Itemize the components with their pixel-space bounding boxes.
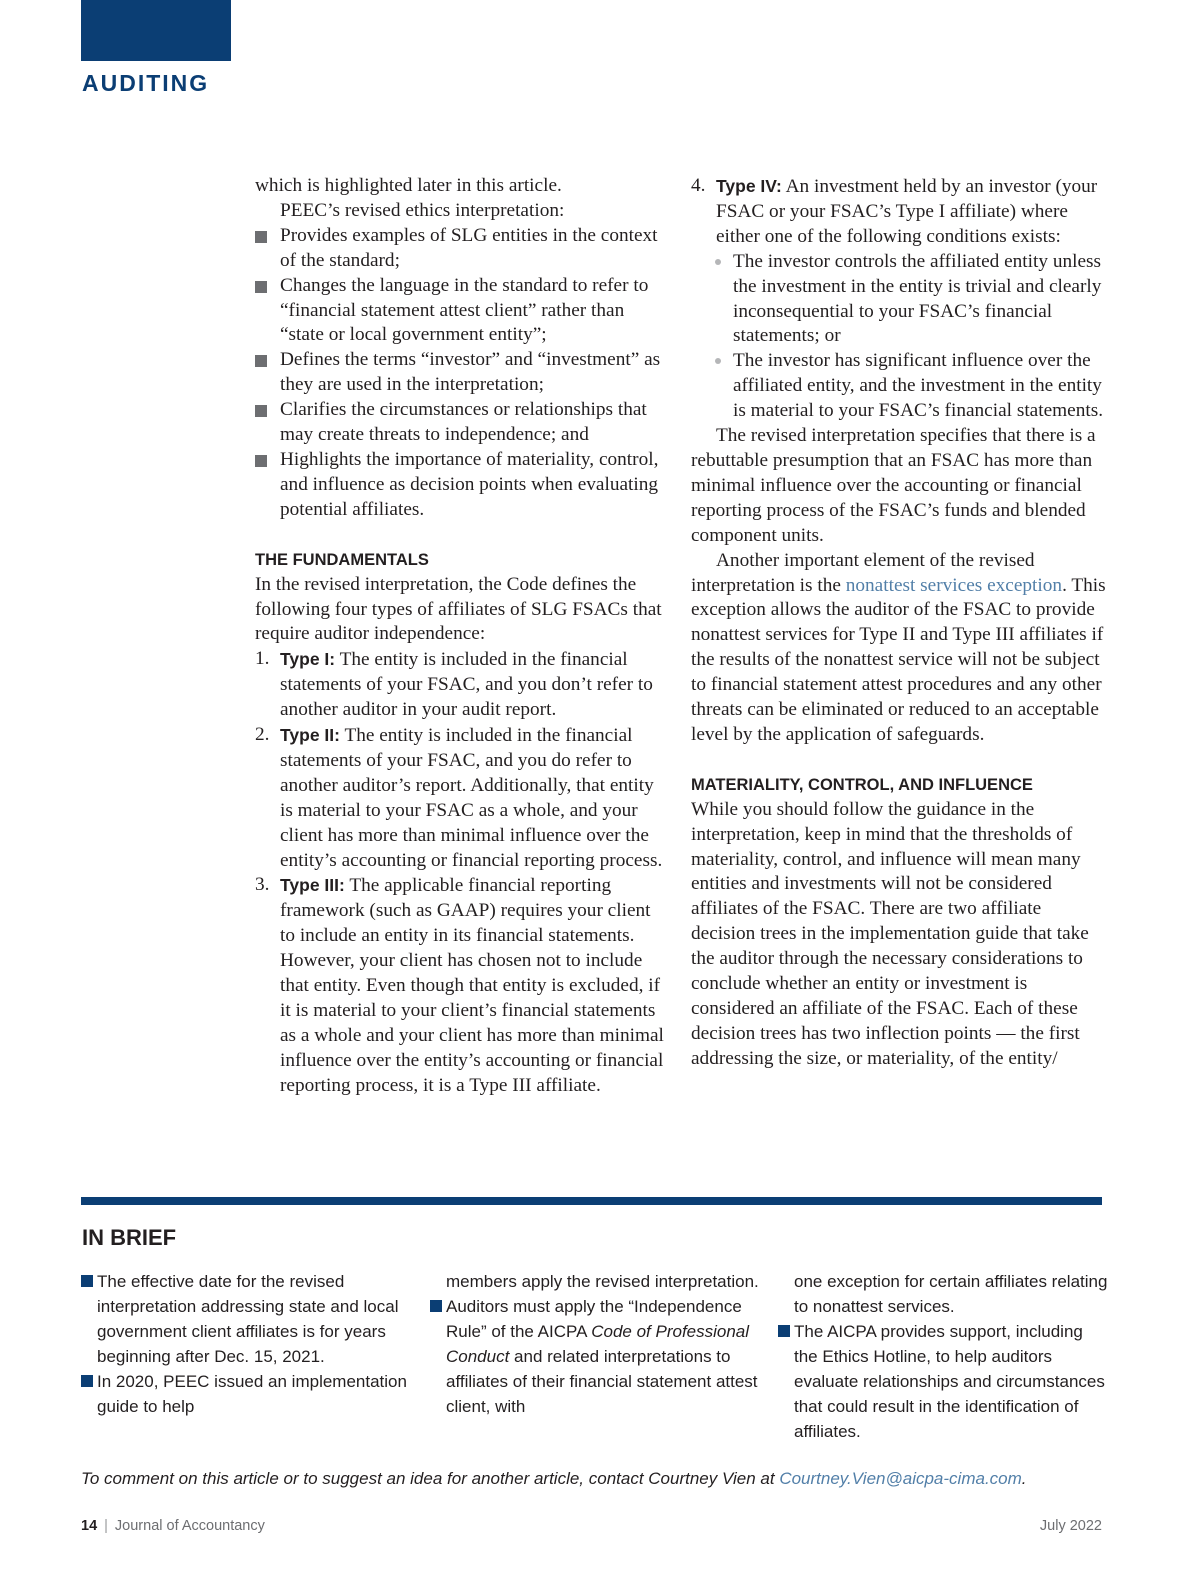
- materiality-paragraph: While you should follow the guidance in the interpretation, keep in mind that the thresholds of materiality, control, and influence will mean many entities and investments will not be considered affiliates of the FSAC. There are two affiliate decision trees in the implementation guide that take the auditor through the necessary considerations to conclude whether an entity or investment is considered an affiliate of the FSAC. Each of these decision trees has two inflection points — the first addressing the size, or materiality, of the entity/: [691, 798, 1089, 1069]
- brief-item: Auditors must apply the “Independence Rule” of the AICPA Code of Professional Conduct and related interpretations to affiliates of their financial statement attest client, with: [430, 1294, 760, 1419]
- presumption-paragraph: The revised interpretation specifies that there is a rebuttable presumption that an FSAC has more than minimal influence over the accounting or financial reporting process of the FSAC’s funds and blended component units.: [691, 425, 1096, 546]
- list-item: Clarifies the circumstances or relationships that may create threats to independence; and: [255, 398, 670, 448]
- brief-item-continued: members apply the revised interpretation.: [446, 1272, 759, 1291]
- affiliate-type-list-continued: [691, 174, 1106, 250]
- in-brief-column-2: [430, 1269, 760, 1419]
- brief-item: The AICPA provides support, including the Ethics Hotline, to help auditors evaluate relationships and circumstances that could result in the identification of affiliates.: [778, 1319, 1108, 1444]
- footer-separator: |: [104, 1518, 108, 1534]
- list-item: The investor has significant influence over the affiliated entity, and the investment in the entity is material to your FSAC’s financial statements.: [712, 349, 1106, 424]
- header-color-block: [81, 0, 231, 61]
- type-item: 2. Type II: The entity is included in the financial statements of your FSAC, and you do refer to another auditor’s report. Additionally, that entity is material to your FSAC as a whole, and your client has more than minimal influence over the entity’s accounting or financial reporting process.: [255, 724, 663, 871]
- dot-bullet-icon: [715, 259, 721, 265]
- page-footer: [81, 1518, 1102, 1534]
- square-bullet-icon: [255, 355, 267, 367]
- in-brief-column-3: [778, 1269, 1108, 1444]
- square-bullet-icon: [255, 281, 267, 293]
- type-item: 3. Type III: The applicable financial reporting framework (such as GAAP) requires your client to include an entity in its financial statements. However, your client has chosen not to include that entity. Even though that entity is excluded, if it is material to your client’s financial statements as a whole and your client has more than minimal influence over the entity’s accounting or financial reporting process, it is a Type III affiliate.: [255, 874, 664, 1096]
- page-number: 14: [81, 1518, 98, 1534]
- in-brief-divider: [81, 1197, 1102, 1205]
- fundamentals-paragraph: In the revised interpretation, the Code defines the following four types of affiliates of SLG FSACs that require auditor independence:: [255, 573, 662, 645]
- affiliate-type-list: [255, 647, 670, 1098]
- square-bullet-icon: [255, 405, 267, 417]
- list-item: Changes the language in the standard to refer to “financial statement attest client” rather than “state or local government entity”;: [255, 274, 670, 349]
- in-brief-title: IN BRIEF: [82, 1225, 177, 1250]
- type-item: 1. Type I: The entity is included in the financial statements of your FSAC, and you don’t refer to another auditor in your audit report.: [255, 648, 653, 721]
- article-column-right: [691, 174, 1106, 1072]
- list-item: Provides examples of SLG entities in the context of the standard;: [255, 224, 670, 274]
- exception-paragraph: Another important element of the revised interpretation is the nonattest services exception. This exception allows the auditor of the FSAC to provide nonattest services for Type II and Type III affiliates if the results of the nonattest service will not be subject to financial statement attest procedures and any other threats can be eliminated or reduced to an acceptable level by the application of safeguards.: [691, 549, 1106, 745]
- square-bullet-icon: [430, 1300, 442, 1312]
- nonattest-exception-link[interactable]: nonattest services exception: [845, 574, 1063, 596]
- dot-bullet-icon: [715, 358, 721, 364]
- email-link[interactable]: Courtney.Vien@aicpa-cima.com: [779, 1469, 1022, 1488]
- section-label: AUDITING: [82, 70, 210, 96]
- section-heading-materiality: MATERIALITY, CONTROL, AND INFLUENCE: [691, 775, 1033, 794]
- interpretation-bullet-list: [255, 224, 670, 523]
- square-bullet-icon: [778, 1325, 790, 1337]
- list-item: The investor controls the affiliated entity unless the investment in the entity is trivial and clearly inconsequential to your FSAC’s financial statements; or: [712, 250, 1106, 350]
- continuation-text: which is highlighted later in this article.: [255, 175, 562, 196]
- comment-line: To comment on this article or to suggest an idea for another article, contact Courtney Vien at Courtney.Vien@aicpa-cima.com.: [81, 1469, 1027, 1488]
- square-bullet-icon: [255, 455, 267, 467]
- condition-bullet-list: [712, 250, 1106, 424]
- brief-item: In 2020, PEEC issued an implementation guide to help: [81, 1369, 411, 1419]
- square-bullet-icon: [81, 1375, 93, 1387]
- type-item: 4. Type IV: An investment held by an investor (your FSAC or your FSAC’s Type I affiliate) where either one of the following conditions exists:: [691, 175, 1098, 247]
- list-item: Highlights the importance of materiality, control, and influence as decision points when evaluating potential affiliates.: [255, 448, 670, 523]
- square-bullet-icon: [255, 231, 267, 243]
- journal-name: Journal of Accountancy: [114, 1518, 265, 1534]
- in-brief-column-1: [81, 1269, 411, 1419]
- brief-item-continued: one exception for certain affiliates relating to nonattest services.: [794, 1272, 1108, 1316]
- square-bullet-icon: [81, 1275, 93, 1287]
- article-column-left: [255, 174, 670, 1099]
- brief-item: The effective date for the revised interpretation addressing state and local government client affiliates is for years beginning after Dec. 15, 2021.: [81, 1269, 411, 1369]
- list-item: Defines the terms “investor” and “investment” as they are used in the interpretation;: [255, 348, 670, 398]
- intro-text: PEEC’s revised ethics interpretation:: [280, 199, 565, 221]
- issue-date: July 2022: [1039, 1518, 1102, 1534]
- section-heading-fundamentals: THE FUNDAMENTALS: [255, 550, 429, 569]
